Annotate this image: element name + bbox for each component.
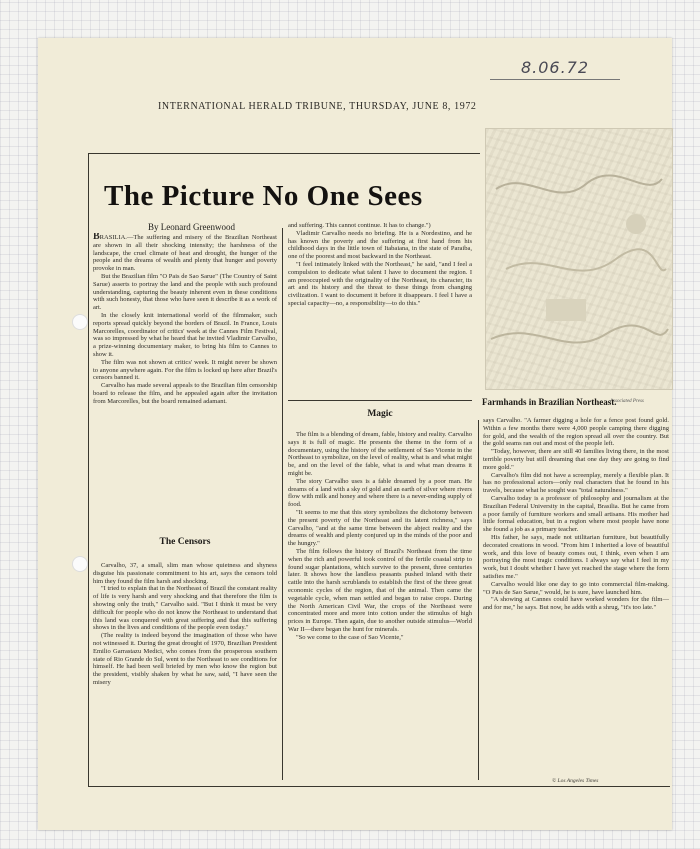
article-paragraph: "It seems to me that this story symbolizes the dichotomy between the present poverty of the Northeast and its latent richness," says Carvalho, "and at the same time between the abject reality and the dreams of wealth and plenty conjured up in the minds of the poor and the hungry.": [288, 508, 472, 548]
article-paragraph: Carvalho today is a professor of philosophy and journalism at the Brazilian Federal University in the capital, Brasilia. But he came from a poor family of furniture workers and small artisans. His mother had little formal education, but in a region where most people have none she found a job as a primary teacher.: [483, 494, 669, 534]
article-paragraph: The film was not shown at critics' week. It might never be shown to anyone anywhere again. For the film is locked up here after Brazil's censors banned it.: [93, 358, 277, 382]
handwritten-date: 8.06.72: [520, 58, 590, 77]
frame-bottom-rule: [88, 786, 670, 787]
article-column-2: [288, 222, 472, 398]
article-paragraph: Carvalho would like one day to go into commercial film-making. "O Pais de Sao Sarue," would, he is sure, have launched him.: [483, 580, 669, 596]
column-divider: [282, 228, 283, 780]
article-paragraph: His father, he says, made not utilitarian furniture, but beautifully decorated creations in wood. "From him I inherited a love of beautiful work, and this love of beauty comes out, I think, even when I am portraying the most tragic conditions. I always say what I feel in my work, but I doubt whether I have yet reached the stage where the form satisfies me.": [483, 533, 669, 580]
article-paragraph: But the Brazilian film "O Pais de Sao Sarue" (The Country of Saint Sarue) asserts to portray the land and the people with such profound understanding, capturing the beauty inherent even in these conditions with such honesty, that those who have seen it describe it as a work of art.: [93, 272, 277, 312]
article-column-1: [93, 233, 277, 525]
subhead-magic: Magic: [367, 409, 393, 419]
article-paragraph: "Today, however, there are still 40 families living there, in the most terrible poverty but still dreaming that one day they are going to find more gold.": [483, 448, 669, 471]
lead-paragraph: [93, 233, 277, 273]
article-column-1-continued: [93, 562, 277, 782]
article-paragraph: The film follows the history of Brazil's Northeast from the time when the rich and powerful took control of the fertile coastal strip to found sugar plantations, which survive to the present, three centuries later. It shows how the landless peasants pushed inland with their cattle into the harsh scrublands to establish the first of the three great economic cycles of the region, that of the animal. Then came the vegetable cycle, when man settled and began to raise crops. During the North American Civil War, the crops of the Northeast were concentrated more and more into cotton under the stimulus of high prices in Europe. Then again, due to another outside stimulus—World War II—there began the hunt for minerals.: [288, 547, 472, 633]
article-paragraph: (The reality is indeed beyond the imagination of those who have not witnessed it. During the great drought of 1970, Brazilian President Emilio Garrastazu Medici, who comes from the prosperous southern state of Rio Grande do Sul, went to the Northeast to see conditions for himself. He had been well briefed by men who know the region but the president, visibly shaken by what he saw, said, "I have seen the misery: [93, 632, 277, 686]
photo-caption: Farmhands in Brazilian Northeast.: [482, 397, 617, 407]
article-paragraph: Vladimir Carvalho needs no briefing. He is a Nordestino, and he has known the poverty and the suffering at first hand from his childhood days in the little town of Itabaiana, in the state of Paraiba, one of the poorest and most backward in the Northeast.: [288, 229, 472, 261]
photo-image: [486, 129, 672, 389]
lead-text: RASILIA.—The suffering and misery of the Brazilian Northeast are shown in all their shocking intensity; the harshness of the landscape, the cruel climate of heat and drought, the hunger of the people and the dreams of wealth and plenty that hunger and poverty provoke in man.: [93, 234, 277, 273]
article-paragraph: In the closely knit international world of the filmmaker, such reports spread quickly beyond the borders of Brazil. In France, Louis Marcorelles, coordinator of critics' week at the Cannes Film Festival, was so impressed by what he heard that he invited Vladimir Carvalho, a prize-winning documentary maker, to bring his film to Cannes to show it.: [93, 311, 277, 358]
date-underline: [490, 79, 620, 80]
article-paragraph: Carvalho has made several appeals to the Brazilian film censorship board to release the film, and he appealed again after the invitation from Marcorelles, but the board remained adamant.: [93, 382, 277, 405]
article-paragraph: Carvalho, 37, a small, slim man whose quietness and shyness disguise his passionate commitment to his art, says the censors told him they found the film harsh and shocking.: [93, 562, 277, 585]
section-rule: [288, 400, 472, 401]
article-paragraph: and suffering. This cannot continue. It has to change."): [288, 222, 431, 229]
punch-hole: [72, 314, 88, 330]
article-column-2-continued: [288, 431, 472, 782]
article-byline: By Leonard Greenwood: [148, 222, 235, 232]
subhead-censors: The Censors: [159, 537, 211, 547]
article-paragraph: The story Carvalho uses is a fable dreamed by a poor man. He dreams of a land with a sky of gold and an earth of silver where rivers flow with milk and honey and where there is a never-ending supply of food.: [288, 477, 472, 509]
frame-left-rule: [88, 153, 89, 787]
article-paragraph: says Carvalho. "A farmer digging a hole for a fence post found gold. Within a few months there were 4,000 people camping there digging for gold, and the wealth of the region spread all over the country. But the gold seams ran out and most of the people left.: [483, 417, 669, 448]
article-paragraph: The film is a blending of dream, fable, history and reality. Carvalho says it is full of magic. He presents the theme in the form of a documentary, using the history of the settlement of Sao Vicente in the Northeast to symbolize, on the level of reality, what is and what might be, and on the level of the fable, what is and what man dreams it might be.: [288, 431, 472, 477]
news-photo: [485, 128, 673, 390]
newspaper-masthead: INTERNATIONAL HERALD TRIBUNE, THURSDAY, JUNE 8, 1972: [158, 101, 477, 112]
punch-hole: [72, 556, 88, 572]
article-paragraph: "I tried to explain that in the Northeast of Brazil the constant reality of life is very harsh and very shocking and that therefore the film is showing only the truth," Carvalho said. "But I think it must be very difficult for people who do not know the Northeast to understand that this land was conquered with great suffering and that this suffering shows in the lives and conditions of the people even today.": [93, 585, 277, 632]
article-paragraph: "I feel intimately linked with the Northeast," he said, "and I feel a compulsion to dedicate what talent I have to document the region. I am preoccupied with the originality of the Northeast, its character, its art and its history and the threat to these things from changing civilization. I want to document it before it disappears. I feel I have a special capacity—no, a responsibility—to do this.": [288, 260, 472, 307]
frame-top-rule: [88, 153, 480, 154]
article-paragraph: "So we come to the case of Sao Vicente,": [296, 633, 404, 641]
article-headline: The Picture No One Sees: [104, 180, 423, 212]
photo-credit: Associated Press: [610, 399, 644, 404]
column-divider: [478, 420, 479, 780]
article-column-3: [483, 417, 669, 774]
article-paragraph: Carvalho's film did not have a screenplay, merely a flexible plan. It has no professional actors—only real characters that he found in his travels, because what he sought was "total naturalness.": [483, 471, 669, 495]
source-credit: © Los Angeles Times: [552, 778, 599, 784]
drop-cap: B: [93, 233, 100, 242]
article-paragraph: "A showing at Cannes could have worked wonders for the film—and for me," he says. But now, he adds with a shrug, "it's too late.": [483, 596, 669, 612]
